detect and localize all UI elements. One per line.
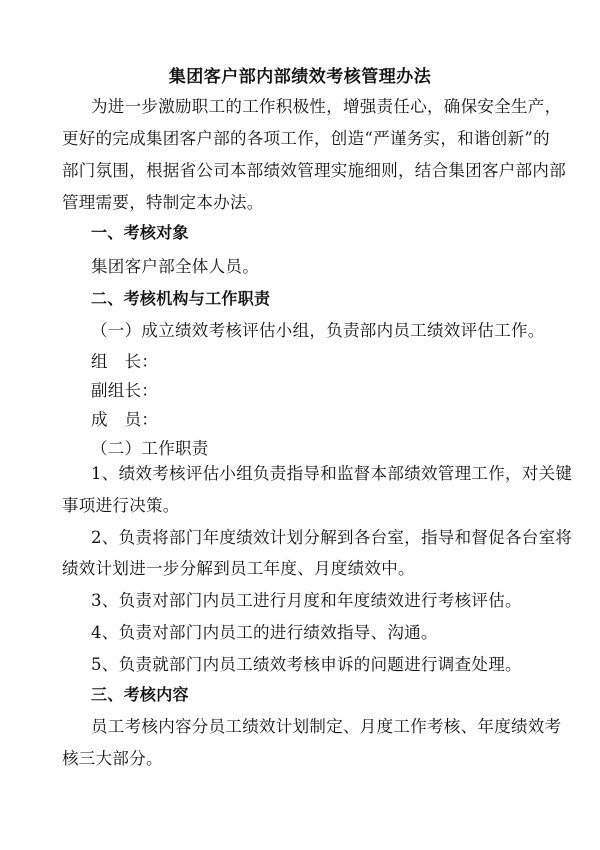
duty-item-1-line-1: 1、绩效考核评估小组负责指导和监督本部绩效管理工作，对关键 (91, 464, 573, 483)
section-3-body-line-1: 员工考核内容分员工绩效计划制定、月度工作考核、年度绩效考 (91, 717, 562, 736)
intro-line-4: 管理需要，特制定本办法。 (62, 193, 264, 212)
intro-line-2: 更好的完成集团客户部的各项工作，创造“严谨务实，和谐创新”的 (62, 129, 550, 148)
section-3-body-line-2: 核三大部分。 (62, 749, 163, 768)
section-2-sub-1: （一）成立绩效考核评估小组，负责部内员工绩效评估工作。 (91, 321, 545, 340)
document-title: 集团客户部内部绩效考核管理办法 (168, 67, 432, 87)
section-1-heading: 一、考核对象 (91, 223, 189, 242)
deputy-label: 副组长： (91, 381, 159, 400)
duty-item-4: 4、负责对部门内员工的进行绩效指导、沟通。 (91, 623, 438, 642)
member-label: 成 员： (91, 410, 159, 429)
duty-item-2-line-2: 绩效计划进一步分解到员工年度、月度绩效中。 (62, 559, 415, 578)
duty-item-3: 3、负责对部门内员工进行月度和年度绩效进行考核评估。 (91, 591, 522, 610)
intro-line-1: 为进一步激励职工的工作积极性，增强责任心，确保安全生产， (91, 97, 562, 116)
section-3-heading: 三、考核内容 (91, 685, 189, 704)
duty-item-2-line-1: 2、负责将部门年度绩效计划分解到各台室，指导和督促各台室将 (91, 528, 573, 547)
section-1-body: 集团客户部全体人员。 (91, 257, 259, 276)
duty-item-5: 5、负责就部门内员工绩效考核申诉的问题进行调查处理。 (91, 655, 522, 674)
section-2-heading: 二、考核机构与工作职责 (91, 289, 271, 308)
section-2-sub-2: （二）工作职责 (91, 439, 209, 458)
duty-item-1-line-2: 事项进行决策。 (62, 496, 180, 515)
intro-line-3: 部门氛围，根据省公司本部绩效管理实施细则，结合集团客户部内部 (62, 161, 566, 180)
leader-label: 组 长： (91, 352, 159, 371)
